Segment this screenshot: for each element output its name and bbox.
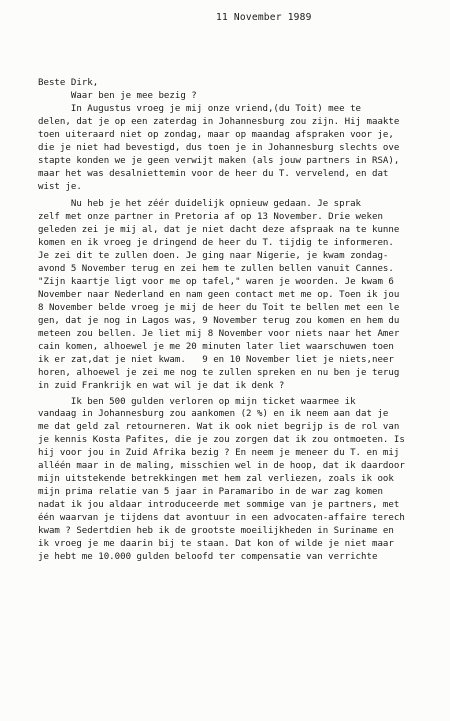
letter-line: die je niet had bevestigd, dus toen je in Johannesburg slechts ove bbox=[38, 142, 400, 153]
letter-line: maar het was desalniettemin voor de heer du T. vervelend, en dat bbox=[38, 168, 389, 179]
letter-line: ik vroeg je me daarin bij te staan. Dat kon of wilde je niet maar bbox=[38, 538, 394, 549]
letter-line: geleden zei je mij al, dat je niet dacht deze afspraak na te kunne bbox=[38, 225, 400, 236]
letter-line: avond 5 November terug en zei hem te zullen bellen vanuit Cannes. bbox=[38, 264, 394, 275]
letter-line: toen uiteraard niet op zondag, maar op maandag afspraken voor je, bbox=[38, 129, 394, 140]
letter-line: je kennis Kosta Pafites, die je zou zorgen dat ik zou ontmoeten. Is bbox=[38, 435, 405, 446]
letter-line: delen, dat je op een zaterdag in Johannesburg zou zijn. Hij maakte bbox=[38, 116, 400, 127]
letter-line: me dat geld zal retourneren. Wat ik ook niet begrijp is de rol van bbox=[38, 422, 400, 433]
letter-line: Nu heb je het zéér duidelijk opnieuw gedaan. Je sprak bbox=[38, 199, 362, 210]
paragraph-ticket bbox=[38, 396, 446, 564]
letter-line: alléén maar in de maling, misschien wel in de hoop, dat ik daardoor bbox=[38, 461, 405, 472]
letter-line: In Augustus vroeg je mij onze vriend,(du Toit) mee te bbox=[38, 103, 362, 114]
letter-line: mijn prima relatie van 5 jaar in Paramaribo in de war zag komen bbox=[38, 487, 383, 498]
letter-line: nadat ik jou aldaar introduceerde met sommige van je partners, met bbox=[38, 500, 400, 510]
letter-line: "Zijn kaartje ligt voor me op tafel," waren je woorden. Je kwam 6 bbox=[38, 277, 394, 288]
letter-line: cain komen, alhoewel je me 20 minuten later liet waarschuwen toen bbox=[38, 341, 394, 352]
letter-line: Ik ben 500 gulden verloren op mijn ticket waarmee ik bbox=[38, 396, 356, 407]
letter-body bbox=[38, 77, 446, 564]
salutation: Beste Dirk, bbox=[38, 78, 99, 88]
letter-line: vandaag in Johannesburg zou aankomen (2 %) en ik neem aan dat je bbox=[38, 409, 389, 420]
paragraph-november bbox=[38, 198, 446, 392]
letter-line: één waarvan je tijdens dat avontuur in een advocaten-affaire terech bbox=[38, 512, 405, 523]
letter-line: in zuid Frankrijk en wat wil je dat ik denk ? bbox=[38, 380, 285, 391]
letter-line: zelf met onze partner in Pretoria af op 13 November. Drie weken bbox=[38, 212, 383, 223]
letter-line: kwam ? Sedertdien heb ik de grootste moeilijkheden in Suriname en bbox=[38, 525, 394, 536]
letter-line: je hebt me 10.000 gulden beloofd ter compensatie van verrichte bbox=[38, 551, 378, 562]
letter-line: hij voor jou in Zuid Afrika bezig ? En neem je meneer du T. en mij bbox=[38, 448, 400, 459]
letter-line: Je zei dit te zullen doen. Je ging naar Nigerie, je kwam zondag- bbox=[38, 251, 389, 262]
letter-line: stapte konden we je geen verwijt maken (als jouw partners in RSA), bbox=[38, 155, 400, 166]
letter-line: meteen zou bellen. Je liet mij 8 November voor niets naar het Amer bbox=[38, 328, 400, 339]
letter-line: horen, alhoewel je zei me nog te zullen spreken en nu ben je terug bbox=[38, 367, 400, 378]
letter-line: mijn uitstekende betrekkingen met hem zal verliezen, zoals ik ook bbox=[38, 474, 394, 485]
letter-line: ik er zat,dat je niet kwam. 9 en 10 November liet je niets,neer bbox=[38, 354, 394, 365]
letter-line: wist je. bbox=[38, 181, 82, 192]
letter-date: 11 November 1989 bbox=[216, 12, 312, 23]
letter-line: Waar ben je mee bezig ? bbox=[38, 90, 197, 101]
letter-line: komen en ik vroeg je dringend de heer du T. tijdig te informeren. bbox=[38, 238, 394, 249]
letter-line: November naar Nederland en nam geen contact met me op. Toen ik jou bbox=[38, 290, 400, 300]
paragraph-intro bbox=[38, 90, 446, 194]
letter-line: 8 November belde vroeg je mij de heer du Toit te bellen met een le bbox=[38, 302, 400, 313]
letter-line: gen, dat je nog in Lagos was, 9 November terug zou komen en hem du bbox=[38, 315, 400, 326]
